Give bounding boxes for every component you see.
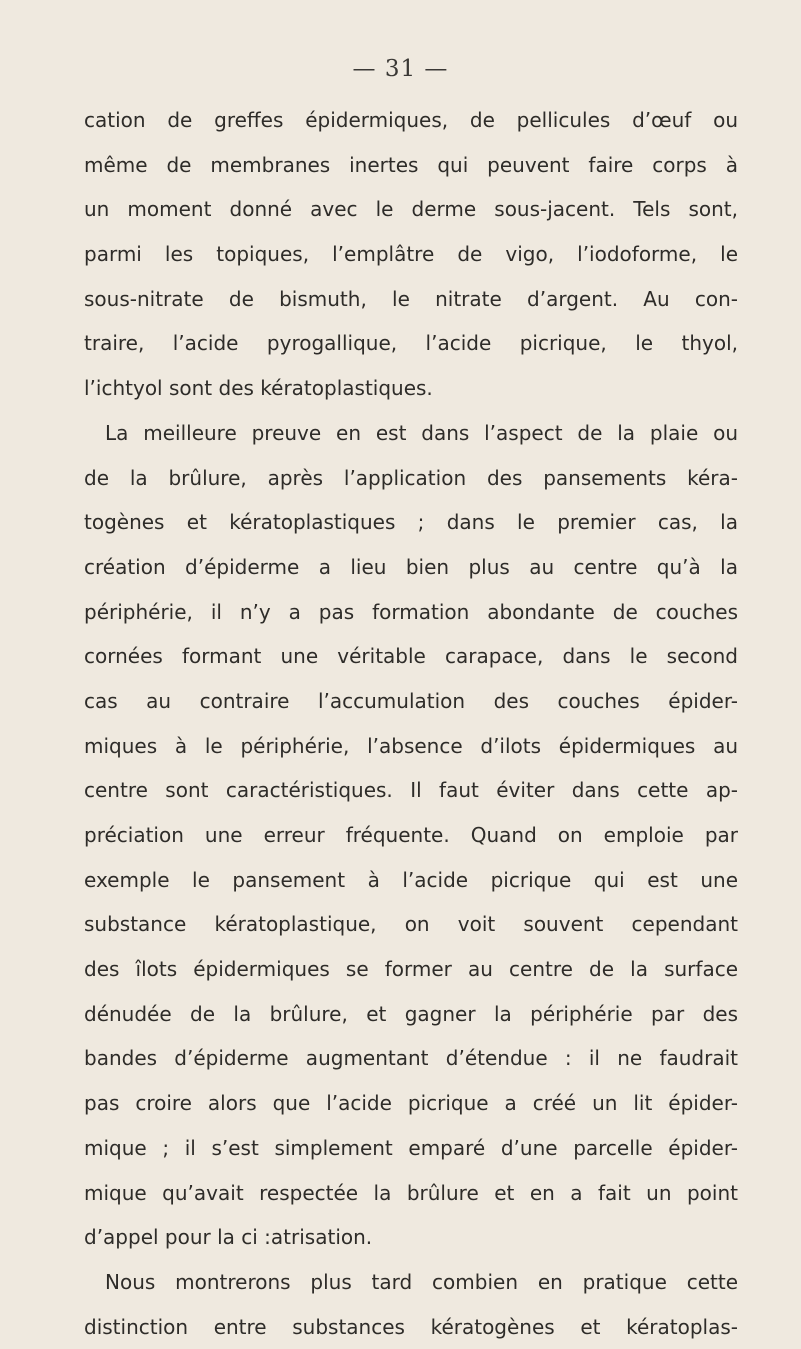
text-line: cation de greffes épidermiques, de pellicules d’œuf ou: [84, 108, 738, 132]
text-line: dénudée de la brûlure, et gagner la périphérie par des: [84, 1001, 738, 1026]
body-text: [84, 98, 738, 1349]
paragraph-start-line: Nous montrerons plus tard combien en pratique cette: [105, 1269, 738, 1294]
text-line: cornées formant une véritable carapace, dans le second: [84, 644, 738, 669]
text-line: cas au contraire l’accumulation des couches épider-: [84, 688, 738, 713]
text-line: périphérie, il n’y a pas formation abondante de couches: [84, 599, 738, 624]
text-line: même de membranes inertes qui peuvent faire corps à: [84, 152, 738, 177]
text-line: un moment donné avec le derme sous-jacent. Tels sont,: [84, 197, 738, 222]
text-line: mique qu’avait respectée la brûlure et en a fait un point: [84, 1180, 738, 1205]
text-line: préciation une erreur fréquente. Quand on emploie par: [84, 823, 738, 847]
text-line: d’appel pour la ci :atrisation.: [84, 1225, 373, 1250]
text-line: exemple le pansement à l’acide picrique qui est une: [84, 867, 738, 892]
page-number: — 31 —: [352, 56, 449, 82]
paragraph-start-line: La meilleure preuve en est dans l’aspect de la plaie ou: [105, 420, 738, 445]
text-line: création d’épiderme a lieu bien plus au centre qu’à la: [84, 554, 738, 579]
text-line: parmi les topiques, l’emplâtre de vigo, l’iodoforme, le: [84, 242, 738, 267]
text-line: substance kératoplastique, on voit souvent cependant: [84, 912, 738, 937]
text-line: l’ichtyol sont des kératoplastiques.: [84, 376, 433, 401]
text-line: mique ; il s’est simplement emparé d’une parcelle épider-: [84, 1135, 738, 1160]
text-line: togènes et kératoplastiques ; dans le premier cas, la: [84, 510, 738, 535]
text-line: pas croire alors que l’acide picrique a créé un lit épider-: [84, 1091, 738, 1116]
text-line: bandes d’épiderme augmentant d’étendue : il ne faudrait: [84, 1046, 738, 1071]
text-line: sous-nitrate de bismuth, le nitrate d’argent. Au con-: [84, 286, 738, 311]
text-line: traire, l’acide pyrogallique, l’acide picrique, le thyol,: [84, 331, 738, 356]
text-line: des îlots épidermiques se former au centre de la surface: [84, 957, 738, 982]
text-line: miques à le périphérie, l’absence d’ilots épidermiques au: [84, 733, 738, 758]
text-line: distinction entre substances kératogènes et kératoplas-: [84, 1314, 738, 1339]
text-line: centre sont caractéristiques. Il faut éviter dans cette ap-: [84, 778, 738, 803]
text-line: de la brûlure, après l’application des pansements kéra-: [84, 465, 738, 490]
